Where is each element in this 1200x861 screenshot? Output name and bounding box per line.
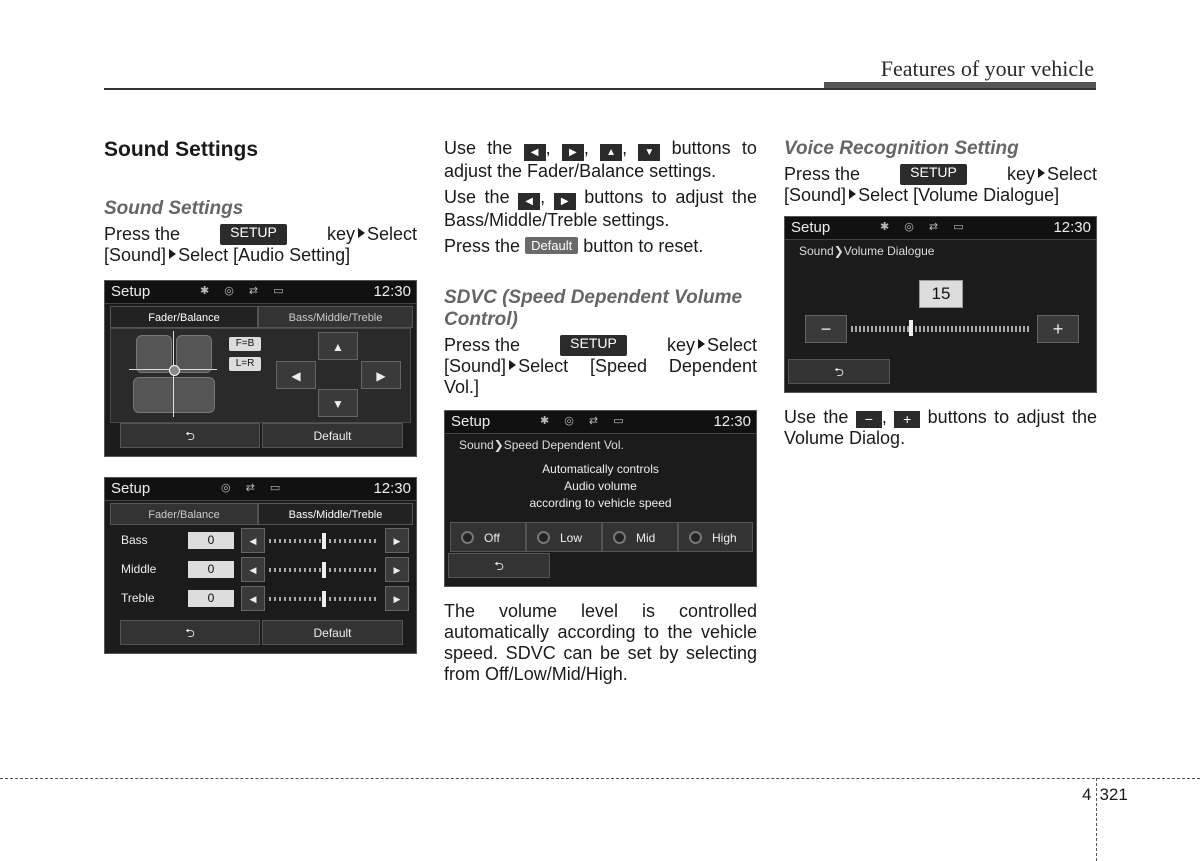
subsection-title: Sound Settings <box>104 198 244 219</box>
screen-title: Setup <box>451 413 491 430</box>
left-arrow-key-icon: ◀ <box>524 144 546 161</box>
eq-value: 0 <box>188 532 234 549</box>
option-high[interactable]: High <box>678 522 753 552</box>
down-arrow-key-icon: ▼ <box>638 144 660 161</box>
fader-center-button[interactable]: F=B <box>229 337 261 351</box>
plus-key-icon: + <box>894 411 920 428</box>
section-title: Sound Settings <box>104 138 258 161</box>
screen-title: Setup <box>111 283 151 300</box>
screen-status-bar <box>105 281 416 304</box>
footer-dashed-rule <box>0 778 1200 779</box>
instruction-paragraph: Press the SETUP key Select [Sound] Select [Audio Setting] <box>104 224 417 265</box>
right-arrow-key-icon: ▶ <box>554 193 576 210</box>
eq-slider-knob[interactable] <box>322 591 326 607</box>
radio-icon <box>537 531 550 544</box>
clock: 12:30 <box>373 283 411 300</box>
eq-decrease-button[interactable]: ◀ <box>241 586 265 611</box>
left-arrow-key-icon: ◀ <box>518 193 540 210</box>
tab-bar <box>110 306 411 328</box>
balance-right-button[interactable]: ▶ <box>361 361 401 389</box>
eq-row-middle <box>115 557 406 583</box>
page-header-title: Features of your vehicle <box>880 56 1094 81</box>
sdvc-options <box>450 522 751 552</box>
sdvc-subtitle: SDVC (Speed Dependent Volume Control) <box>444 287 743 330</box>
seat-rear <box>133 377 215 413</box>
page-number <box>1082 785 1128 805</box>
volume-slider-track[interactable] <box>851 326 1031 332</box>
reset-instruction: Press the Default button to reset. <box>444 236 704 256</box>
page-number-value: 321 <box>1099 785 1128 804</box>
fader-panel <box>110 328 411 423</box>
screen-bottom-bar <box>788 359 1081 384</box>
column-2 <box>444 138 757 690</box>
default-button[interactable]: Default <box>262 620 403 645</box>
sdvc-description-paragraph: The volume level is controlled automatically according to the vehicle speed. SDVC can be set by selecting from Off/Low/Mid/High. <box>444 601 757 684</box>
volume-value: 15 <box>919 280 963 308</box>
tab-fader-balance[interactable]: Fader/Balance <box>110 503 258 525</box>
clock: 12:30 <box>373 480 411 497</box>
status-icons: ◎ ⇄ ▭ <box>221 482 287 494</box>
volume-slider-knob[interactable] <box>909 320 913 336</box>
arrow-right-icon <box>1038 168 1045 178</box>
column-3 <box>784 138 1097 454</box>
screen-title: Setup <box>111 480 151 497</box>
eq-value: 0 <box>188 561 234 578</box>
eq-increase-button[interactable]: ▶ <box>385 557 409 582</box>
status-icons: ✱ ◎ ⇄ ▭ <box>880 221 970 233</box>
option-off[interactable]: Off <box>450 522 526 552</box>
tab-bass-middle-treble[interactable]: Bass/Middle/Treble <box>258 306 413 328</box>
volume-plus-button[interactable]: + <box>1037 315 1079 343</box>
eq-row-bass <box>115 528 406 554</box>
seat-front-left <box>136 335 172 373</box>
up-arrow-key-icon: ▲ <box>600 144 622 161</box>
volume-instruction: Use the − , + buttons to adjust the Volume Dialog. <box>784 407 1097 448</box>
fader-instruction: Use the ◀ , ▶ , ▲ , ▼ buttons to adjust the Fader/Balance settings. <box>444 138 757 181</box>
tab-bass-middle-treble[interactable]: Bass/Middle/Treble <box>258 503 413 525</box>
arrow-right-icon <box>849 189 856 199</box>
breadcrumb: Sound❯Speed Dependent Vol. <box>459 438 624 452</box>
eq-label: Treble <box>121 591 155 605</box>
eq-increase-button[interactable]: ▶ <box>385 528 409 553</box>
screen-status-bar <box>785 217 1096 240</box>
balance-position-marker[interactable] <box>169 365 180 376</box>
option-low[interactable]: Low <box>526 522 602 552</box>
status-icons: ✱ ◎ ⇄ ▭ <box>200 285 290 297</box>
eq-increase-button[interactable]: ▶ <box>385 586 409 611</box>
setup-key-badge: SETUP <box>900 164 967 185</box>
clock: 12:30 <box>1053 219 1091 236</box>
back-button[interactable]: ⮌ <box>120 423 260 448</box>
eq-decrease-button[interactable]: ◀ <box>241 557 265 582</box>
voice-instruction: Press the SETUP key Select [Sound] Select [Volume Dialogue] <box>784 164 1097 205</box>
eq-row-treble <box>115 586 406 612</box>
option-mid[interactable]: Mid <box>602 522 678 552</box>
sdvc-description: Automatically controls Audio volume according to vehicle speed <box>529 462 672 510</box>
screen-bass-middle-treble <box>104 477 417 654</box>
arrow-right-icon <box>509 360 516 370</box>
minus-key-icon: − <box>856 411 882 428</box>
eq-slider-knob[interactable] <box>322 533 326 549</box>
eq-decrease-button[interactable]: ◀ <box>241 528 265 553</box>
back-button[interactable]: ⮌ <box>120 620 260 645</box>
seat-front-right <box>176 335 212 373</box>
radio-icon <box>461 531 474 544</box>
sdvc-instruction: Press the SETUP key Select [Sound] Select [Speed Dependent Vol.] <box>444 335 757 397</box>
screen-speed-dependent-vol <box>444 410 757 587</box>
right-arrow-key-icon: ▶ <box>562 144 584 161</box>
arrow-right-icon <box>169 249 176 259</box>
chapter-number: 4 <box>1082 785 1092 804</box>
bass-instruction: Use the ◀ , ▶ buttons to adjust the Bass/Middle/Treble settings. <box>444 187 757 230</box>
eq-label: Middle <box>121 562 157 576</box>
setup-key-badge: SETUP <box>560 335 627 356</box>
setup-key-badge: SETUP <box>220 224 287 245</box>
tab-bar <box>110 503 411 525</box>
screen-bottom-bar <box>120 423 401 448</box>
volume-minus-button[interactable]: − <box>805 315 847 343</box>
screen-bottom-bar <box>448 553 741 578</box>
balance-center-button[interactable]: L=R <box>229 357 261 371</box>
default-button[interactable]: Default <box>262 423 403 448</box>
arrow-right-icon <box>358 228 365 238</box>
voice-recognition-subtitle: Voice Recognition Setting <box>784 138 1019 159</box>
radio-icon <box>689 531 702 544</box>
eq-slider-knob[interactable] <box>322 562 326 578</box>
screen-status-bar <box>105 478 416 501</box>
breadcrumb: Sound❯Volume Dialogue <box>799 244 935 258</box>
eq-label: Bass <box>121 533 148 547</box>
screen-title: Setup <box>791 219 831 236</box>
status-icons: ✱ ◎ ⇄ ▭ <box>540 415 630 427</box>
back-button[interactable]: ⮌ <box>788 359 890 384</box>
clock: 12:30 <box>713 413 751 430</box>
fader-down-button[interactable]: ▼ <box>318 389 358 417</box>
arrow-right-icon <box>698 339 705 349</box>
screen-fader-balance <box>104 280 417 457</box>
screen-volume-dialogue <box>784 216 1097 393</box>
default-key-badge: Default <box>525 237 578 254</box>
eq-value: 0 <box>188 590 234 607</box>
fader-up-button[interactable]: ▲ <box>318 332 358 360</box>
column-1 <box>104 138 417 654</box>
radio-icon <box>613 531 626 544</box>
screen-bottom-bar <box>120 620 401 645</box>
back-button[interactable]: ⮌ <box>448 553 550 578</box>
screen-status-bar <box>445 411 756 434</box>
tab-fader-balance[interactable]: Fader/Balance <box>110 306 258 328</box>
balance-left-button[interactable]: ◀ <box>276 361 316 389</box>
header-rule <box>104 88 1096 90</box>
